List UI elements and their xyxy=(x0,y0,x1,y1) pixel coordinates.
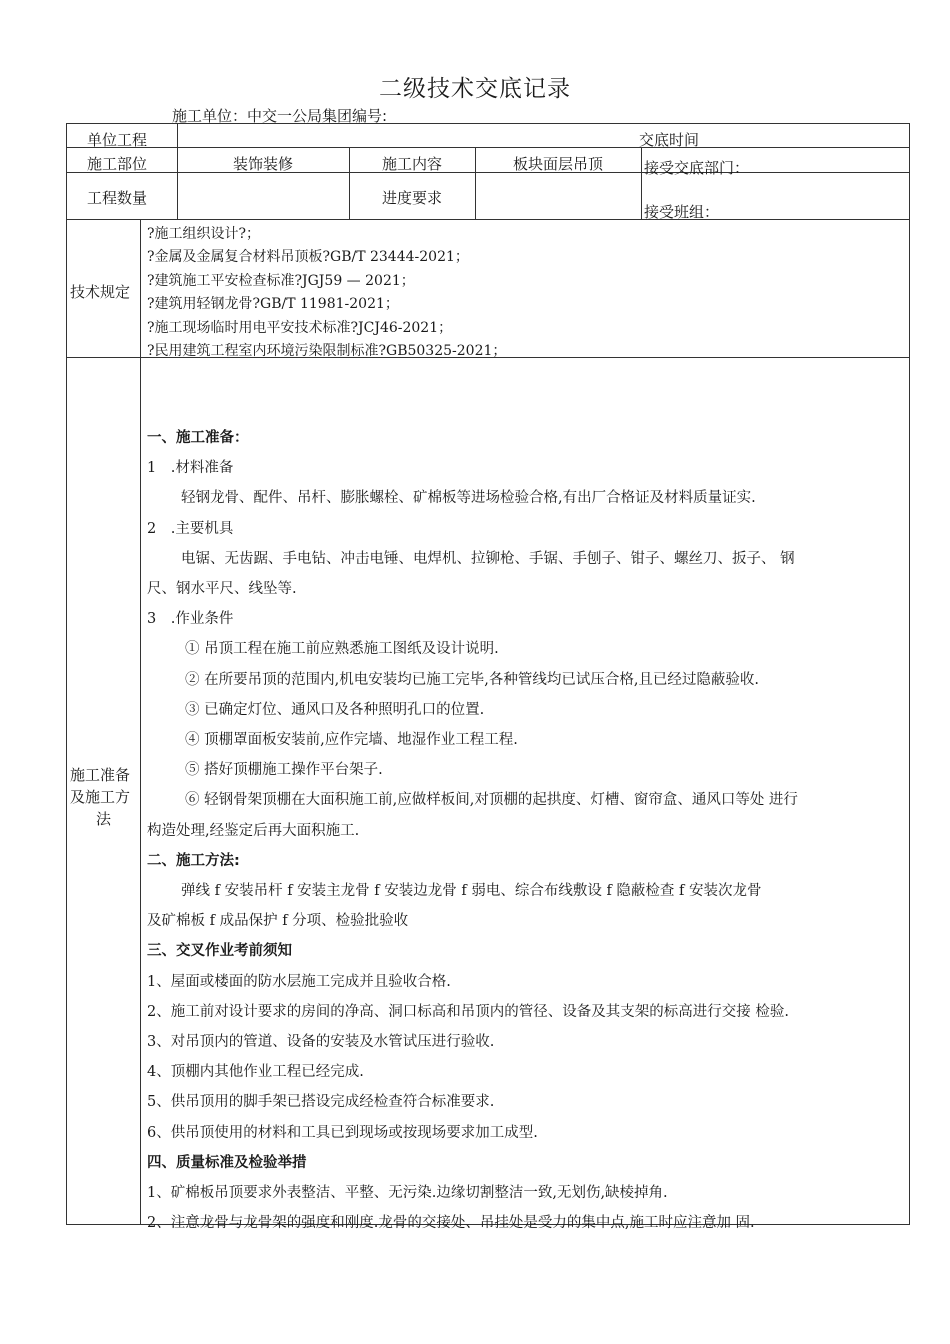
section-heading: 四、质量标准及检验举措 xyxy=(147,1154,307,1171)
list-item: 5、供吊顶用的脚手架已搭设完成经检查符合标准要求. xyxy=(147,1094,495,1111)
quantity-label: 工程数量 xyxy=(87,189,148,207)
method-label-line-1: 施工准备 xyxy=(70,766,131,784)
condition-item: ① 吊顶工程在施工前应熟悉施工图纸及设计说明. xyxy=(185,641,499,658)
condition-item: ② 在所要吊顶的范围内,机电安装均已施工完毕,各种管线均已试压合格,且已经过隐蔽验收. xyxy=(185,671,760,688)
section-heading: 二、施工方法: xyxy=(147,852,240,869)
content-label: 施工内容 xyxy=(381,155,442,173)
receiving-dept-label: 接受交底部门： xyxy=(644,159,750,177)
column-divider xyxy=(641,147,642,219)
list-item: 6、供吊顶使用的材料和工具已到现场或按现场要求加工成型. xyxy=(147,1124,538,1141)
tech-standards-label: 技术规定 xyxy=(70,283,131,301)
column-divider xyxy=(140,219,141,1224)
row-divider xyxy=(67,147,909,148)
list-item: 4、顶棚内其他作业工程已经完成. xyxy=(147,1064,364,1081)
paragraph: 电锯、无齿踞、手电钻、冲击电锤、电焊机、拉铆枪、手锯、手刨子、钳子、螺丝刀、扳子、 钢 xyxy=(181,550,795,567)
condition-item: ④ 顶棚罩面板安装前,应作完墙、地湿作业工程工程. xyxy=(185,732,518,749)
paragraph: 尺、钢水平尺、线坠等. xyxy=(147,581,297,598)
standard-item: ?民用建筑工程室内环境污染限制标准?GB50325-2021； xyxy=(147,343,507,359)
list-item: 1、矿棉板吊顶要求外表整洁、平整、无污染.边缘切割整洁一致,无划伤,缺棱掉角. xyxy=(147,1185,668,1202)
receiving-team-label: 接受班组： xyxy=(644,203,720,221)
standard-item: ?建筑施工平安检查标准?JGJ59 — 2021； xyxy=(147,273,415,289)
row-divider xyxy=(67,219,909,220)
list-item: 2、注意龙骨与龙骨架的强度和刚度.龙骨的交接处、吊挂处是受力的集中点,施工时应注意加 固. xyxy=(147,1215,755,1232)
method-label-line-2: 及施工方 xyxy=(70,788,131,806)
subsection-heading: 3 .作业条件 xyxy=(147,611,234,628)
standard-item: ?施工组织设计?； xyxy=(147,226,261,242)
progress-label: 进度要求 xyxy=(381,189,442,207)
condition-item: ③ 已确定灯位、通风口及各种照明孔口的位置. xyxy=(185,701,485,718)
method-content xyxy=(147,423,907,1238)
paragraph: 弹线 f 安装吊杆 f 安装主龙骨 f 安装边龙骨 f 弱电、综合布线敷设 f 隐蔽检查 f 安装次龙骨 xyxy=(181,883,762,900)
standard-item: ?施工现场临时用电平安技术标准?JCJ46-2021； xyxy=(147,320,453,336)
method-label-line-3: 法 xyxy=(95,810,111,828)
handover-table xyxy=(66,123,910,1232)
part-value: 装饰装修 xyxy=(232,155,293,173)
handover-time-label: 交底时间 xyxy=(639,131,700,149)
condition-item: ⑤ 搭好顶棚施工操作平台架子. xyxy=(185,762,383,779)
document-title: 二级技术交底记录 xyxy=(379,76,571,102)
section-heading: 一、施工准备： xyxy=(147,430,249,446)
paragraph: 及矿棉板 f 成品保护 f 分项、检验批验收 xyxy=(147,913,409,930)
standard-item: ?建筑用轻钢龙骨?GB/T 11981-2021； xyxy=(147,296,399,312)
content-value: 板块面层吊顶 xyxy=(512,155,603,173)
condition-item: ⑥ 轻钢骨架顶棚在大面积施工前,应做样板间,对顶棚的起拱度、灯槽、窗帘盒、通风口等处 进行 xyxy=(185,792,798,809)
list-item: 3、对吊顶内的管道、设备的安装及水管试压进行验收. xyxy=(147,1034,495,1051)
list-item: 2、施工前对设计要求的房间的净高、洞口标高和吊顶内的管径、设备及其支架的标高进行交接 检验. xyxy=(147,1003,789,1020)
standard-item: ?金属及金属复合材料吊顶板?GB/T 23444-2021； xyxy=(147,249,469,265)
subsection-heading: 1 .材料准备 xyxy=(147,460,234,477)
list-item: 1、屋面或楼面的防水层施工完成并且验收合格. xyxy=(147,973,451,990)
unit-project-label: 单位工程 xyxy=(87,131,148,149)
paragraph: 轻钢龙骨、配件、吊杆、膨胀螺栓、矿棉板等进场检验合格,有出厂合格证及材料质量证实. xyxy=(181,490,756,507)
condition-item-continued: 构造处理,经鉴定后再大面积施工. xyxy=(147,822,360,839)
subsection-heading: 2 .主要机具 xyxy=(147,520,234,537)
part-label: 施工部位 xyxy=(87,155,148,173)
section-heading: 三、交叉作业考前须知 xyxy=(147,943,292,960)
construction-unit-line: 施工单位：中交一公局集团编号: xyxy=(172,107,388,125)
